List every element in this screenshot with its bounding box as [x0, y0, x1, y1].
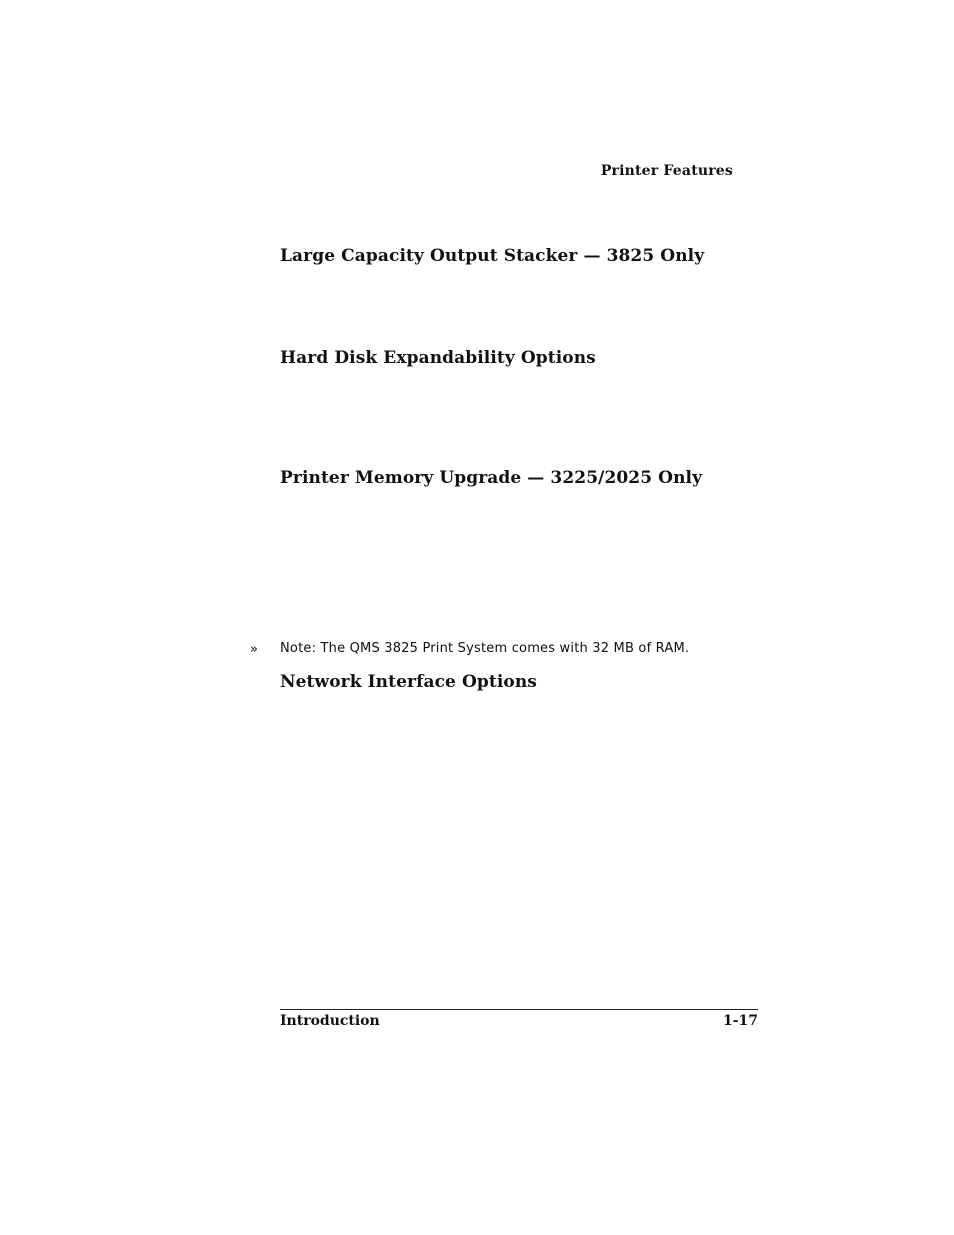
- footer-divider: [280, 1009, 758, 1010]
- section-heading-output-stacker: Large Capacity Output Stacker — 3825 Only: [280, 246, 705, 266]
- section-heading-network-interface: Network Interface Options: [280, 672, 537, 692]
- footer-chapter-title: Introduction: [280, 1013, 380, 1029]
- note-marker-icon: »: [250, 642, 258, 657]
- section-heading-memory-upgrade: Printer Memory Upgrade — 3225/2025 Only: [280, 468, 703, 488]
- footer-page-number: 1-17: [722, 1013, 758, 1029]
- note-text: Note: The QMS 3825 Print System comes with 32 MB of RAM.: [280, 641, 690, 656]
- running-header-title: Printer Features: [600, 163, 733, 179]
- section-heading-hard-disk: Hard Disk Expandability Options: [280, 348, 596, 368]
